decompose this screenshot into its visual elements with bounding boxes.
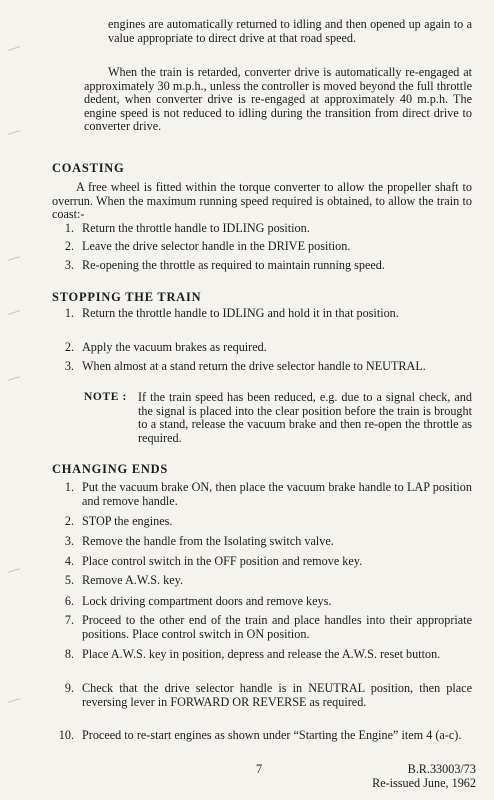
margin-mark: [8, 698, 20, 703]
item-text: Place control switch in the OFF position and remove key.: [82, 554, 363, 568]
item-text: Return the throttle handle to IDLING and hold it in that position.: [82, 306, 399, 320]
item-text: When almost at a stand return the drive selector handle to NEUTRAL.: [82, 359, 426, 373]
margin-mark: [8, 46, 20, 51]
item-number: 9.: [64, 681, 74, 695]
item-number: 1.: [64, 221, 74, 235]
item-text: Remove the handle from the Isolating switch valve.: [82, 534, 334, 548]
item-number: 5.: [64, 573, 74, 587]
margin-mark: [8, 130, 20, 135]
page-number: 7: [256, 762, 263, 776]
item-text: Check that the drive selector handle is in NEUTRAL position, then place reversing lever in FORWARD OR REVERSE as required.: [82, 681, 472, 709]
intro-paragraph-1: engines are automatically returned to idling and then opened up again to a value appropriate to direct drive at that road speed.: [108, 17, 472, 45]
item-text: Proceed to the other end of the train and place handles into their appropriate positions. Place control switch in ON position.: [82, 613, 472, 641]
item-text: Put the vacuum brake ON, then place the vacuum brake handle to LAP position and remove handle.: [82, 480, 472, 508]
item-number: 2.: [64, 340, 74, 354]
reissue-date: Re-issued June, 1962: [372, 776, 476, 790]
item-text: STOP the engines.: [82, 514, 173, 528]
document-reference: B.R.33003/73: [407, 762, 476, 776]
item-text: Remove A.W.S. key.: [82, 573, 183, 587]
margin-mark: [8, 310, 20, 315]
margin-mark: [8, 376, 20, 381]
item-number: 2.: [64, 514, 74, 528]
item-number: 3.: [64, 534, 74, 548]
item-number: 1.: [64, 480, 74, 494]
item-number: 3.: [64, 359, 74, 373]
item-text: Leave the drive selector handle in the DRIVE position.: [82, 239, 351, 253]
item-text: Re-opening the throttle as required to maintain running speed.: [82, 258, 385, 272]
item-text: Proceed to re-start engines as shown under “Starting the Engine” item 4 (a-c).: [82, 728, 462, 742]
margin-mark: [8, 568, 20, 573]
note-label: NOTE :: [84, 391, 127, 403]
item-number: 10.: [58, 728, 74, 742]
margin-mark: [8, 256, 20, 261]
item-number: 8.: [64, 647, 74, 661]
item-text: Lock driving compartment doors and remove keys.: [82, 594, 332, 608]
item-text: Return the throttle handle to IDLING position.: [82, 221, 310, 235]
item-number: 1.: [64, 306, 74, 320]
note-text: If the train speed has been reduced, e.g. due to a signal check, and the signal is placed into the clear position before the train is brought to a stand, release the vacuum brake and then re-open the throttle as required.: [138, 390, 472, 445]
item-number: 2.: [64, 239, 74, 253]
item-number: 7.: [64, 613, 74, 627]
item-text: Place A.W.S. key in position, depress and release the A.W.S. reset button.: [82, 647, 441, 661]
item-number: 3.: [64, 258, 74, 272]
section-heading-coasting: COASTING: [52, 161, 125, 175]
section-heading-stopping: STOPPING THE TRAIN: [52, 290, 202, 304]
coasting-intro: A free wheel is fitted within the torque converter to allow the propeller shaft to overrun. When the maximum running speed required is obtained, to allow the train to coast:-: [52, 180, 472, 222]
section-heading-changing-ends: CHANGING ENDS: [52, 462, 169, 476]
item-number: 4.: [64, 554, 74, 568]
item-number: 6.: [64, 594, 74, 608]
intro-paragraph-2: When the train is retarded, converter drive is automatically re-engaged at approximately 30 m.p.h., unless the controller is moved beyond the full throttle dedent, when converter drive is re-engaged at approximately 40 m.p.h. The engine speed is not reduced to idling during the transition from direct drive to converter drive.: [84, 65, 472, 134]
item-text: Apply the vacuum brakes as required.: [82, 340, 267, 354]
